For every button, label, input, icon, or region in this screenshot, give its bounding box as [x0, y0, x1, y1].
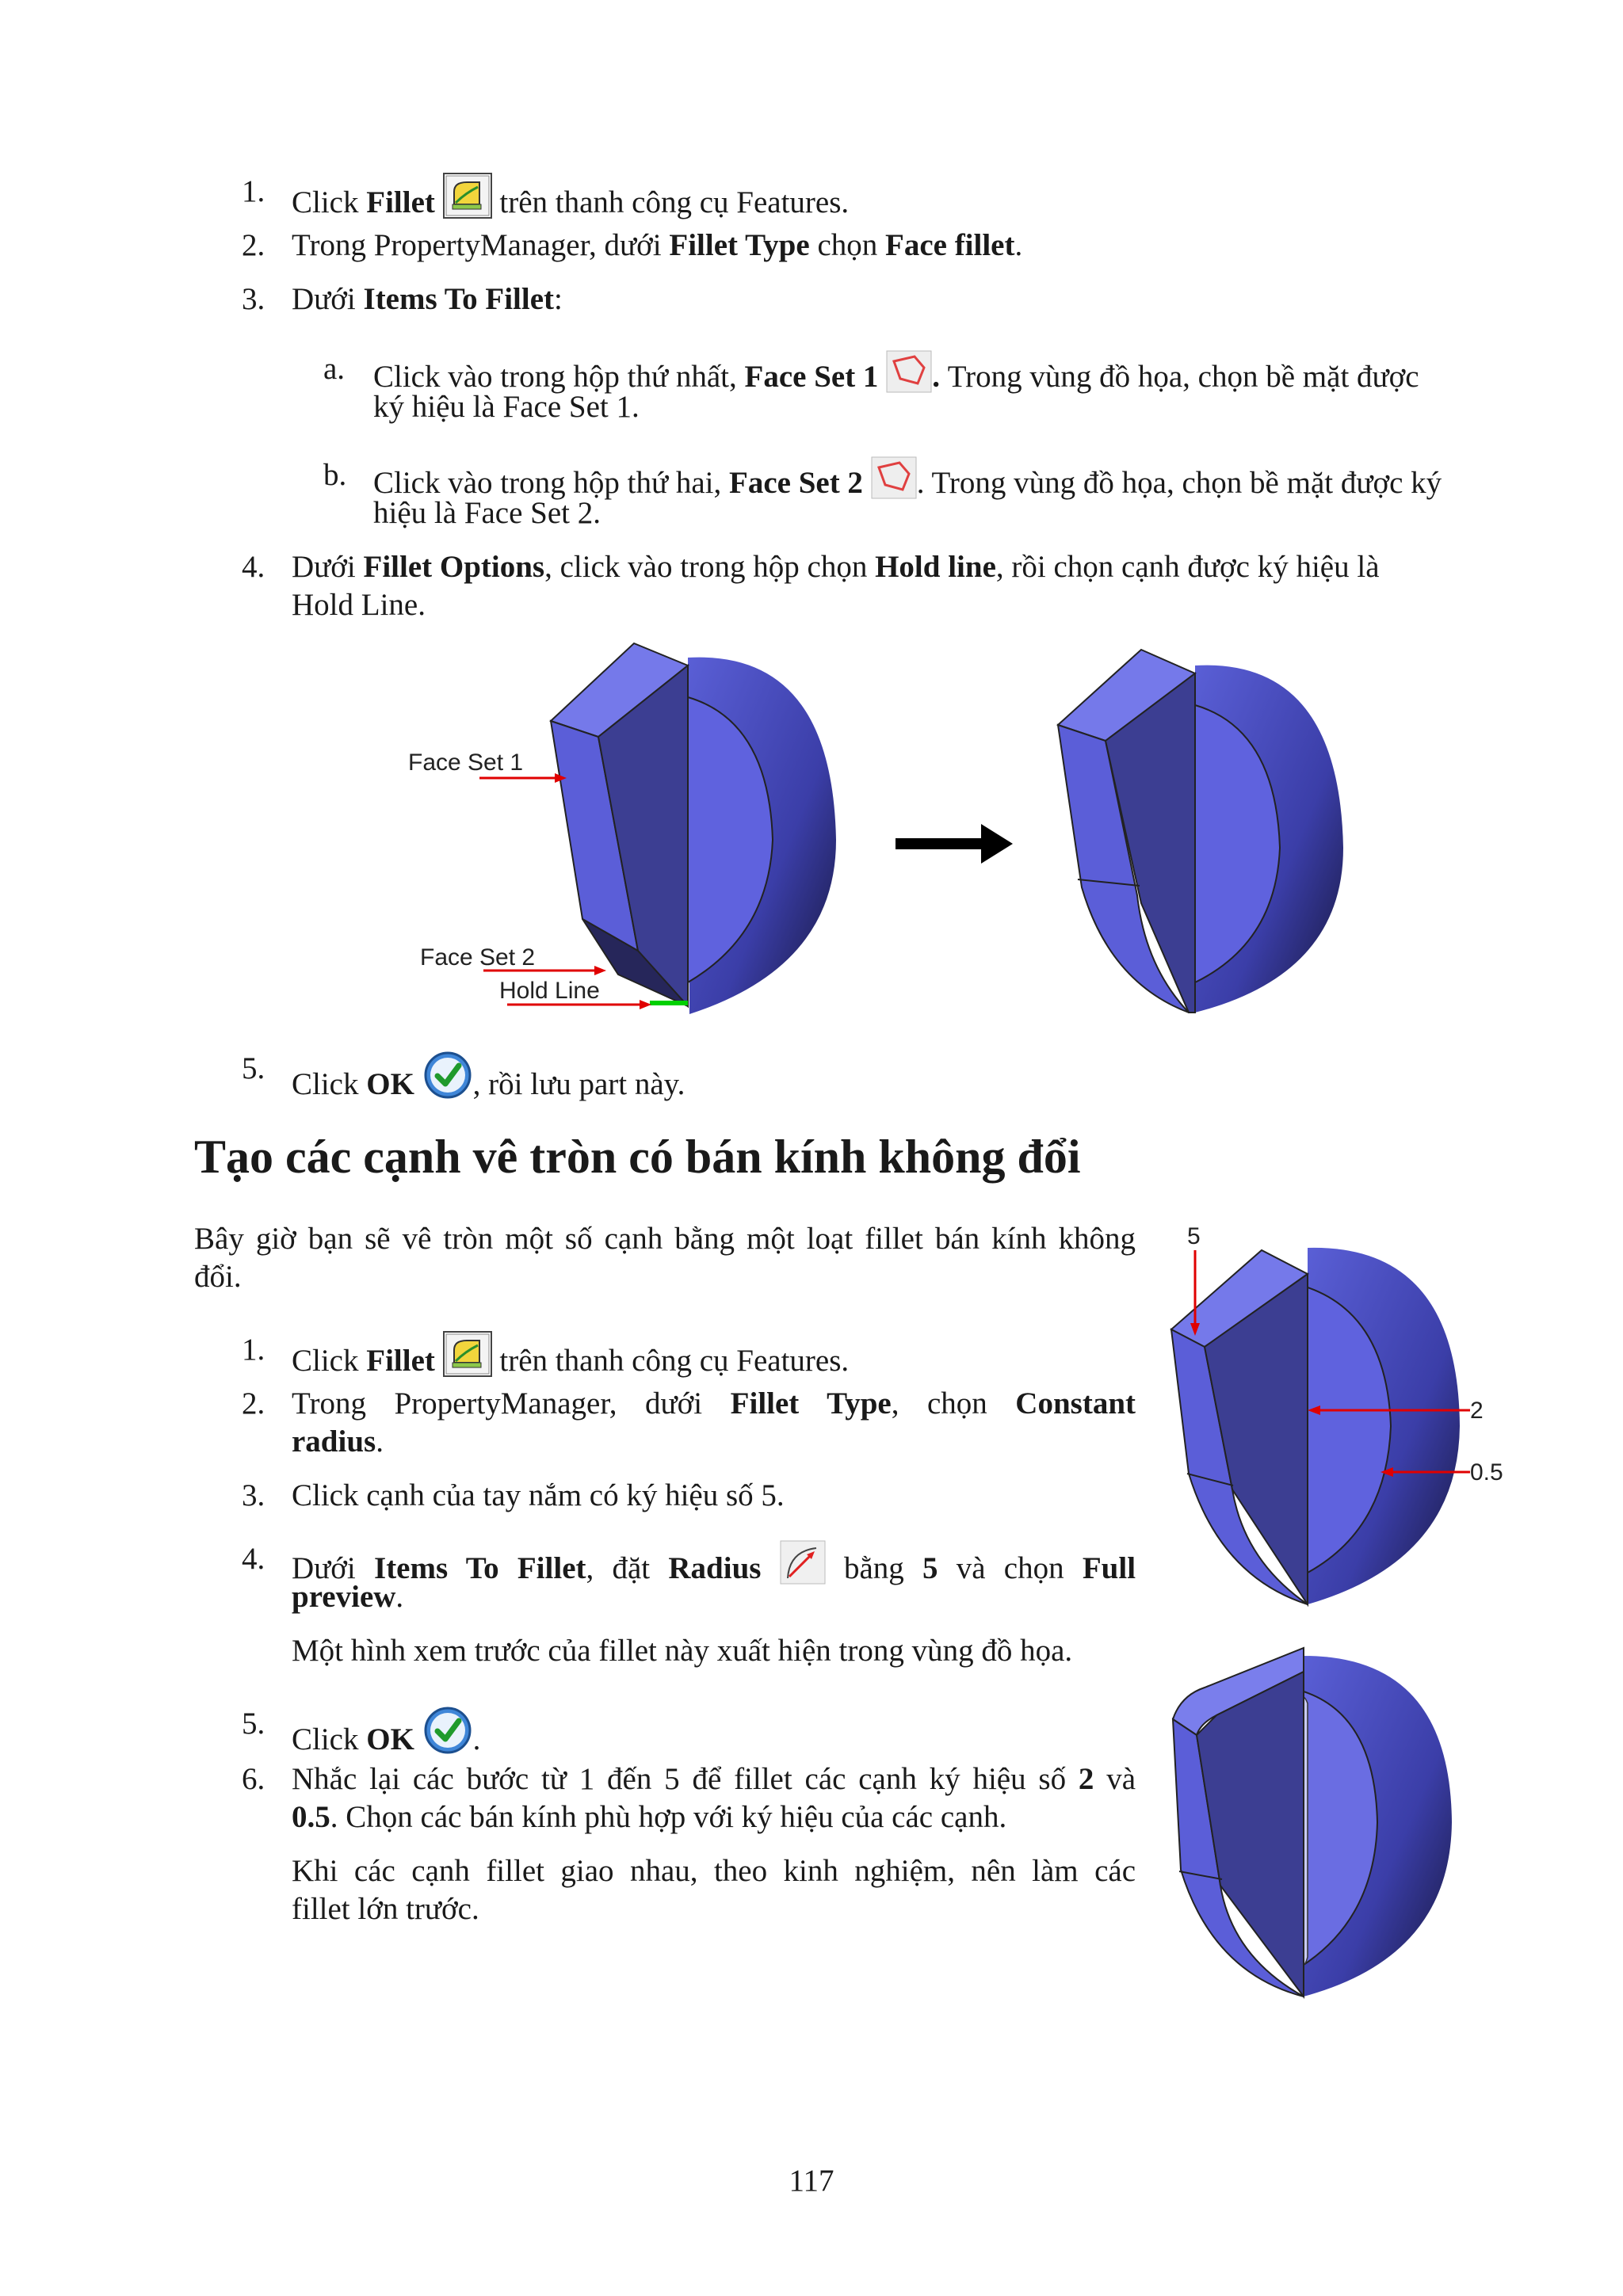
substep-a-line-2: ký hiệu là Face Set 1. [373, 390, 640, 424]
radius-icon [780, 1540, 826, 1594]
step-2-line-1: Trong PropertyManager, dưới Fillet Type, chọn Constant [292, 1386, 1136, 1421]
step-number: 1. [242, 1333, 265, 1367]
step-number: 4. [242, 550, 265, 584]
fillet-icon [443, 173, 492, 228]
substep-b-line-1: Click vào trong hộp thứ hai, Face Set 2 . Trong vùng đồ họa, chọn bề mặt được ký [373, 456, 1442, 509]
step-5-text: Click OK , rồi lưu part này. [292, 1050, 685, 1110]
part-before [551, 643, 836, 1014]
part-edges-labeled [1171, 1248, 1460, 1604]
step-3-text: Click cạnh của tay nắm có ký hiệu số 5. [292, 1478, 785, 1512]
step-4-line-1: Dưới Items To Fillet, đặt Radius bằng 5 và chọn Full [292, 1540, 1136, 1594]
step-5-text: Click OK . [292, 1705, 480, 1765]
fillet-icon [443, 1331, 492, 1386]
step-4-line-2: preview. [292, 1580, 404, 1614]
label-hold-line: Hold Line [499, 978, 600, 1004]
step-number: 3. [242, 282, 265, 316]
substep-letter: b. [323, 458, 347, 492]
step-number: 2. [242, 228, 265, 262]
step-6-line-1: Nhắc lại các bước từ 1 đến 5 để fillet các cạnh ký hiệu số 2 và [292, 1762, 1136, 1796]
step-3-text: Dưới Items To Fillet: [292, 282, 563, 316]
intro-line-2: đổi. [194, 1260, 242, 1294]
step-6-note-line-2: fillet lớn trước. [292, 1892, 479, 1926]
part-filleted [1173, 1648, 1452, 1997]
label-face-set-1: Face Set 1 [408, 749, 524, 776]
step-1-text: Click Fillet trên thanh công cụ Features. [292, 173, 849, 228]
face-set-icon [871, 456, 917, 509]
step-4-line-1: Dưới Fillet Options, click vào trong hộp chọn Hold line, rồi chọn cạnh được ký hiệu là [292, 550, 1380, 584]
substep-b-line-2: hiệu là Face Set 2. [373, 496, 601, 530]
label-face-set-2: Face Set 2 [420, 944, 536, 971]
ok-check-icon [422, 1050, 473, 1110]
step-number: 1. [242, 174, 265, 208]
step-number: 6. [242, 1762, 265, 1796]
step-2-line-2: radius. [292, 1425, 384, 1459]
section-title: Tạo các cạnh vê tròn có bán kính không đổi [194, 1131, 1081, 1183]
figure-radius-labels [1157, 1212, 1522, 1608]
step-4-note: Một hình xem trước của fillet này xuất hiện trong vùng đồ họa. [292, 1634, 1073, 1668]
label-2: 2 [1470, 1398, 1484, 1424]
ok-check-icon [422, 1705, 473, 1765]
step-6-line-2: 0.5. Chọn các bán kính phù hợp với ký hiệu của các cạnh. [292, 1800, 1007, 1834]
figure-filleted-result [1157, 1624, 1458, 2004]
figure-face-fillet [396, 634, 1363, 1022]
step-number: 2. [242, 1386, 265, 1421]
transition-arrow-icon [896, 824, 1013, 864]
step-number: 5. [242, 1707, 265, 1741]
part-after [1058, 650, 1343, 1013]
face-set-icon [886, 350, 932, 402]
step-6-note-line-1: Khi các cạnh fillet giao nhau, theo kinh nghiệm, nên làm các [292, 1854, 1136, 1888]
step-number: 3. [242, 1478, 265, 1512]
step-1-text: Click Fillet trên thanh công cụ Features. [292, 1331, 849, 1386]
step-number: 5. [242, 1051, 265, 1085]
step-2-text: Trong PropertyManager, dưới Fillet Type chọn Face fillet. [292, 228, 1023, 262]
label-0-5: 0.5 [1470, 1459, 1503, 1486]
substep-letter: a. [323, 352, 346, 386]
label-5: 5 [1187, 1223, 1201, 1249]
page-number: 117 [789, 2164, 834, 2198]
intro-line-1: Bây giờ bạn sẽ vê tròn một số cạnh bằng một loạt fillet bán kính không [194, 1222, 1136, 1256]
step-4-line-2: Hold Line. [292, 588, 426, 622]
substep-a-line-1: Click vào trong hộp thứ nhất, Face Set 1 . Trong vùng đồ họa, chọn bề mặt được [373, 350, 1508, 402]
step-number: 4. [242, 1542, 265, 1576]
